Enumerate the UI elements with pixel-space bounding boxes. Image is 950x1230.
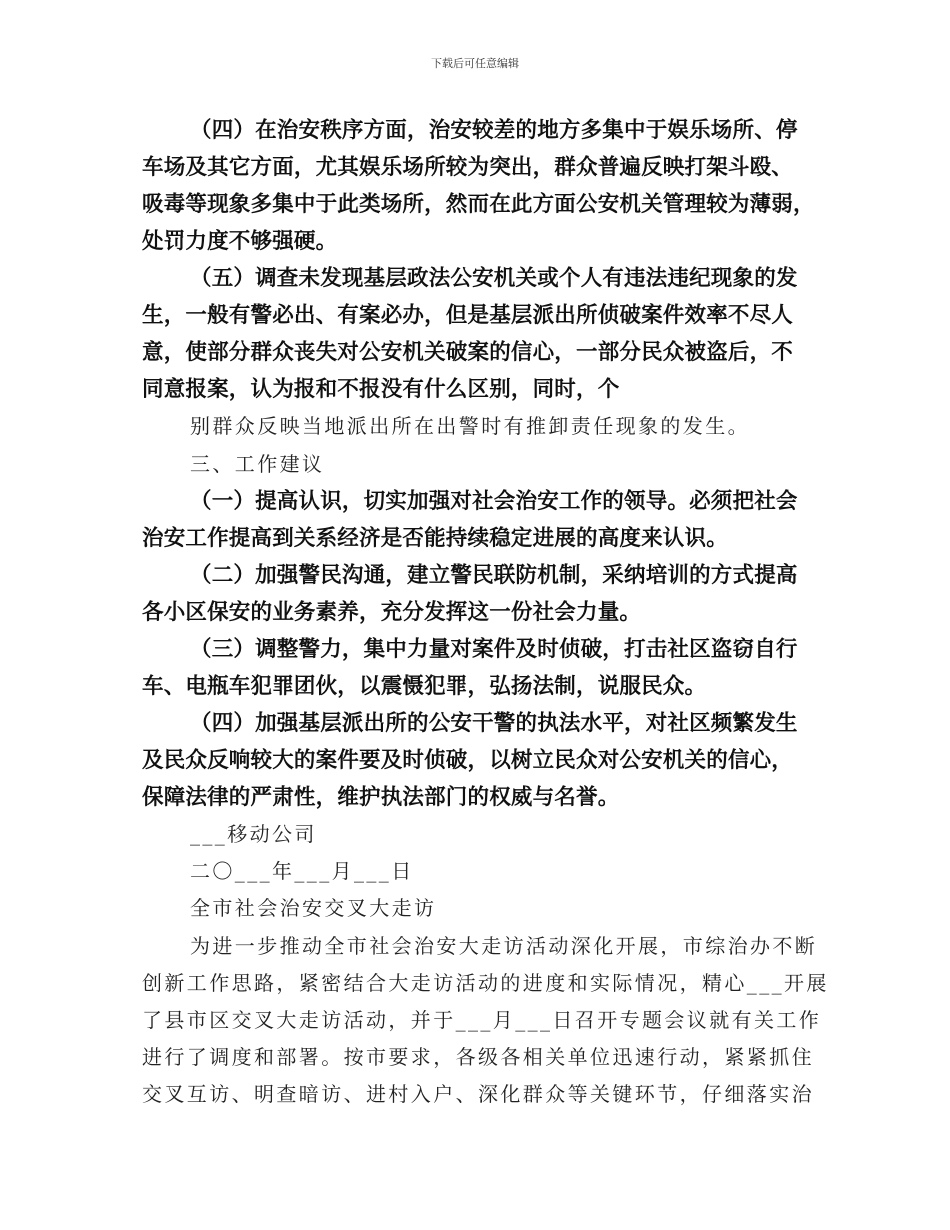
paragraph-line: 意，使部分群众丧失对公安机关破案的信心，一部分民众被盗后，不 xyxy=(142,340,794,365)
paragraph-line: 车、电瓶车犯罪团伙，以震慑犯罪，弘扬法制，说服民众。 xyxy=(142,674,707,699)
section-heading: 三、工作建议 xyxy=(190,452,325,476)
paragraph-line: 处罚力度不够强硬。 xyxy=(142,229,338,254)
paragraph-line: 进行了调度和部署。按市要求，各级各相关单位迅速行动，紧紧抓住 xyxy=(142,1045,814,1069)
page-header: 下载后可任意编辑 xyxy=(431,57,519,70)
paragraph-line: 保障法律的严肃性，维护执法部门的权威与名誉。 xyxy=(142,785,620,810)
paragraph-line: 各小区保安的业务素养，充分发挥这一份社会力量。 xyxy=(142,600,642,625)
article-title: 全市社会治安交叉大走访 xyxy=(190,896,437,920)
paragraph-line: （一）提高认识，切实加强对社会治安工作的领导。必须把社会 xyxy=(190,489,798,514)
paragraph-line: （三）调整警力，集中力量对案件及时侦破，打击社区盗窃自行 xyxy=(190,637,798,662)
paragraph-line: 创新工作思路，紧密结合大走访活动的进度和实际情况，精心___开展 xyxy=(142,971,829,995)
paragraph-line: （四）加强基层派出所的公安干警的执法水平，对社区频繁发生 xyxy=(190,711,798,736)
paragraph-line: 及民众反响较大的案件要及时侦破，以树立民众对公安机关的信心， xyxy=(142,748,794,773)
paragraph-line: 治安工作提高到关系经济是否能持续稳定进展的高度来认识。 xyxy=(142,526,728,551)
paragraph-line: 了县市区交叉大走访活动，并于___月___日召开专题会议就有关工作 xyxy=(142,1008,822,1032)
paragraph-line: 车场及其它方面，尤其娱乐场所较为突出，群众普遍反映打架斗殴、 xyxy=(142,155,794,180)
paragraph-line: （五）调查未发现基层政法公安机关或个人有违法违纪现象的发 xyxy=(190,266,798,291)
paragraph-line: 吸毒等现象多集中于此类场所，然而在此方面公安机关管理较为薄弱， xyxy=(142,192,815,217)
paragraph-line: 同意报案，认为报和不报没有什么区别，同时，个 xyxy=(142,377,620,402)
signature-company: ___移动公司 xyxy=(190,822,317,846)
signature-date: 二〇___年___月___日 xyxy=(190,859,414,883)
paragraph-line: （四）在治安秩序方面，治安较差的地方多集中于娱乐场所、停 xyxy=(190,118,798,143)
paragraph-line: 交叉互访、明查暗访、进村入户、深化群众等关键环节，仔细落实治 xyxy=(142,1082,814,1106)
paragraph-line: （二）加强警民沟通，建立警民联防机制，采纳培训的方式提高 xyxy=(190,563,798,588)
paragraph-line: 生，一般有警必出、有案必办，但是基层派出所侦破案件效率不尽人 xyxy=(142,303,794,328)
paragraph-line: 别群众反映当地派出所在出警时有推卸责任现象的发生。 xyxy=(190,414,750,438)
paragraph-line: 为进一步推动全市社会治安大走访活动深化开展，市综治办不断 xyxy=(190,934,818,958)
